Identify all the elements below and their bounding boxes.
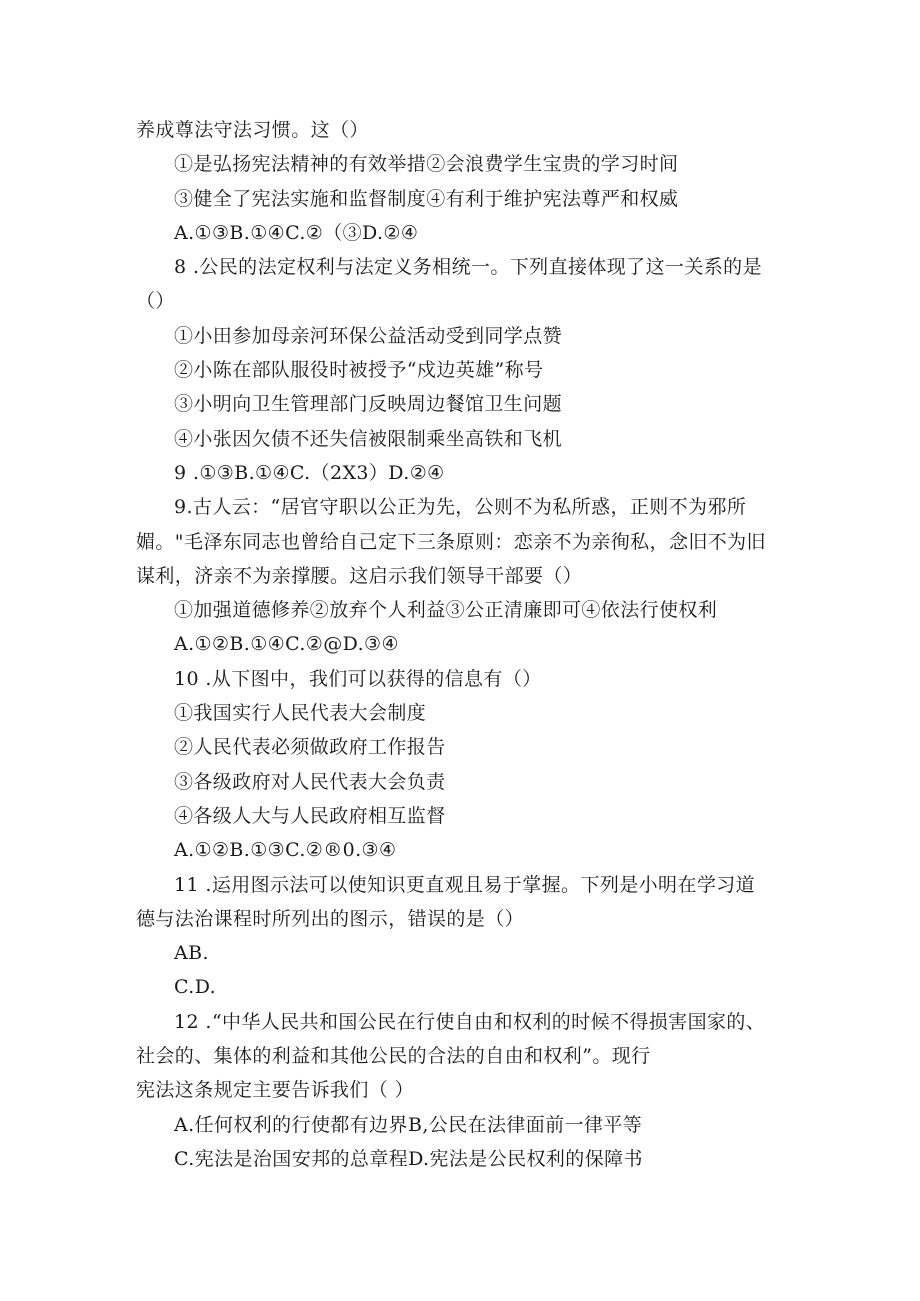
- text-line: ②小陈在部队服役时被授予“戍边英雄”称号: [174, 359, 544, 382]
- document-body: [136, 113, 796, 1176]
- text-line: ①小田参加母亲河环保公益活动受到同学点赞: [174, 324, 563, 347]
- answer-options: C.宪法是治国安邦的总章程D.宪法是公民权利的保障书: [174, 1147, 643, 1170]
- text-line: ③各级政府对人民代表大会负责: [174, 770, 446, 793]
- answer-options: C.D.: [174, 976, 217, 999]
- answer-options: A.任何权利的行使都有边界B,公民在法律面前一律平等: [174, 1113, 643, 1136]
- question-11: 11 .运用图示法可以使知识更直观且易于掌握。下列是小明在学习道: [174, 873, 756, 896]
- question-10: 10 .从下图中，我们可以获得的信息有（）: [174, 667, 542, 690]
- answer-options: A.①②B.①③C.②®0.③④: [174, 839, 397, 862]
- text-line: ②人民代表必须做政府工作报告: [174, 736, 446, 759]
- text-line: ①是弘扬宪法精神的有效举措②会浪费学生宝贵的学习时间: [174, 153, 679, 176]
- text-line: 社会的、集体的利益和其他公民的合法的自由和权利”。现行: [136, 1045, 651, 1068]
- text-line: ③健全了宪法实施和监督制度④有利于维护宪法尊严和权威: [174, 187, 679, 210]
- answer-options: A.①③B.①④C.②（③D.②④: [174, 221, 419, 244]
- text-line: 宪法这条规定主要告诉我们（ ）: [136, 1079, 415, 1102]
- answer-options: AB.: [174, 942, 209, 965]
- question-12: 12 .“中华人民共和国公民在行使自由和权利的时候不得损害国家的、: [174, 1010, 766, 1033]
- text-line: ④各级人大与人民政府相互监督: [174, 804, 446, 827]
- text-line: 德与法治课程时所列出的图示，错误的是（）: [136, 907, 525, 930]
- text-line: ③小明向卫生管理部门反映周边餐馆卫生问题: [174, 393, 563, 416]
- text-line: ④小张因欠债不还失信被限制乘坐高铁和飞机: [174, 427, 563, 450]
- text-line: 媚。"毛泽东同志也曾给自己定下三条原则：恋亲不为亲徇私，念旧不为旧: [136, 530, 766, 553]
- text-line: 养成尊法守法习惯。这（）: [136, 119, 369, 141]
- text-line: ①加强道德修养②放弃个人利益③公正清廉即可④依法行使权利: [174, 599, 718, 622]
- text-line: ①我国实行人民代表大会制度: [174, 702, 427, 725]
- answer-options: 9 .①③B.①④C.（2X3）D.②④: [174, 461, 445, 484]
- answer-options: A.①②B.①④C.②@D.③④: [174, 633, 399, 656]
- question-8: 8 .公民的法定权利与法定义务相统一。下列直接体现了这一关系的是: [174, 256, 762, 279]
- text-line: 谋利，济亲不为亲撑腰。这启示我们领导干部要（）: [136, 564, 583, 587]
- text-line: （）: [136, 290, 175, 313]
- question-9: 9.古人云：“居官守职以公正为先，公则不为私所惑，正则不为邪所: [174, 496, 747, 519]
